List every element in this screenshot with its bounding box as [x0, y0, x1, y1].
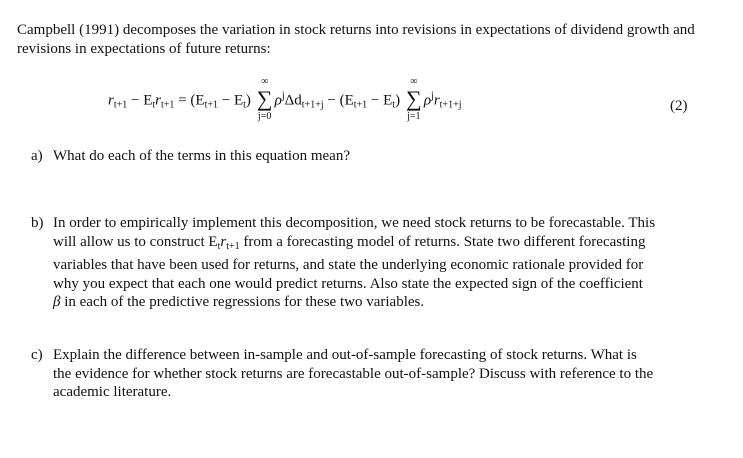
eq-delta-d: Δd — [284, 92, 302, 109]
eq-minus-E: − E — [127, 92, 153, 109]
summation-1 — [255, 76, 275, 122]
sum1-lower: j=0 — [257, 111, 272, 122]
eq-Et2-sub: t — [392, 99, 396, 111]
eq-r2-sub: t+1 — [161, 99, 175, 111]
question-label: b) — [31, 215, 44, 231]
equation-block — [0, 76, 743, 140]
eq-close: ) — [245, 92, 251, 109]
question-text — [53, 346, 689, 402]
text-line: In order to empirically implement this decomposition, we need stock returns to be forecastable. This — [53, 215, 656, 231]
eq-Et-sub: t — [243, 99, 246, 111]
text-line: Explain the difference between in-sample and out-of-sample forecasting of stock returns. What is — [53, 347, 637, 363]
question-text — [53, 214, 689, 312]
text-span: in each of the predictive regressions for these two variables. — [64, 294, 425, 310]
sum2-lower: j=1 — [407, 111, 421, 122]
text-line — [53, 293, 689, 312]
eq-equals: = (E — [174, 92, 205, 109]
text-math: r — [220, 233, 227, 250]
eq-Et1b-sub: t+1 — [353, 99, 368, 111]
text-line: why you expect that each one would predict returns. Also state the expected sign of the coefficient — [53, 275, 643, 292]
eq-minus-E3: − E — [367, 92, 393, 109]
text-sub: t — [217, 240, 221, 252]
question-text: What do each of the terms in this equation mean? — [53, 148, 350, 164]
equation — [108, 76, 462, 122]
eq-rho-sup: j — [281, 90, 285, 102]
question-b — [31, 214, 721, 309]
text-line: variables that have been used for returns, and state the underlying economic rationale provided for — [53, 257, 644, 273]
question-label: c) — [31, 347, 43, 363]
eq-r2: r — [155, 92, 162, 109]
eq-lhs-sub: t+1 — [113, 99, 128, 111]
eq-Et1-sub: t+1 — [204, 99, 218, 111]
eq-minus-mid: − (E — [323, 92, 354, 109]
beta-symbol: β — [53, 294, 61, 310]
text-line: academic literature. — [53, 384, 172, 400]
sum1-upper: ∞ — [261, 76, 269, 87]
sum2-upper: ∞ — [410, 76, 418, 87]
equation-number: (2) — [670, 98, 688, 114]
eq-E-sub: t — [152, 99, 156, 111]
question-a — [31, 147, 721, 167]
eq-lhs-r: r — [108, 92, 114, 109]
text-line — [53, 233, 689, 257]
eq-close2: ) — [395, 92, 401, 109]
eq-rho2-sup: j — [431, 90, 434, 102]
text-line: the evidence for whether stock returns are forecastable out-of-sample? Discuss with reference to the — [53, 365, 654, 382]
text-sub: t+1 — [226, 240, 240, 252]
intro-paragraph: Campbell (1991) decomposes the variation in stock returns into revisions in expectations of dividend growth and revisions in expectations of future returns: — [17, 22, 695, 57]
question-label: a) — [31, 148, 43, 164]
eq-minus-E2: − E — [217, 92, 244, 109]
eq-rho: ρ — [274, 92, 282, 109]
eq-rho2: ρ — [423, 92, 432, 109]
question-c — [31, 346, 721, 406]
sigma-icon: ∑ — [256, 86, 273, 111]
eq-d-sub: t+1+j — [301, 99, 324, 111]
summation-2 — [404, 76, 424, 122]
eq-r3-sub: t+1+j — [439, 99, 462, 111]
text-span: from a forecasting model of returns. State two different forecasting — [239, 233, 646, 250]
sigma-icon: ∑ — [405, 86, 422, 111]
text-span: will allow us to construct E — [53, 233, 218, 250]
eq-r3: r — [433, 92, 440, 109]
